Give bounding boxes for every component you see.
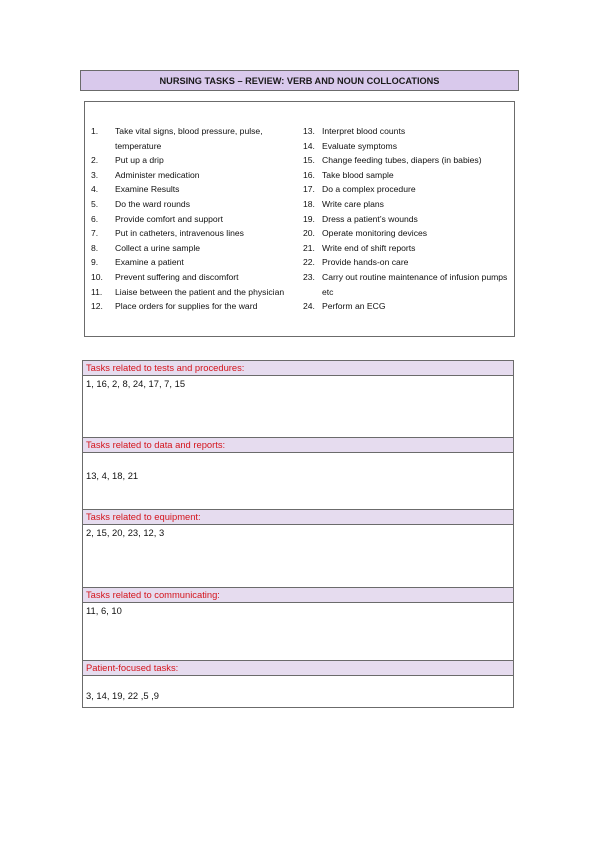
task-item [91,168,295,183]
task-item [303,168,509,183]
task-item [303,212,509,227]
category-section [83,361,513,438]
task-text: Operate monitoring devices [322,228,428,239]
task-text: Examine Results [115,184,180,195]
task-number: 7. [91,228,99,239]
category-answer: 11, 6, 10 [86,605,122,616]
task-text: Liaise between the patient and the physician [115,286,285,297]
task-text: Put in catheters, intravenous lines [115,228,244,239]
category-table [82,360,514,708]
task-text: Provide hands-on care [322,257,409,268]
task-number: 21. [303,242,315,253]
task-item [303,197,509,212]
category-answer: 3, 14, 19, 22 ,5 ,9 [86,690,159,701]
task-number: 16. [303,169,315,180]
task-text: Carry out routine maintenance of infusion pumps etc [322,271,508,297]
task-text: Write care plans [322,198,384,209]
task-number: 17. [303,184,315,195]
task-item [91,212,295,227]
task-text: Place orders for supplies for the ward [115,301,258,312]
task-number: 9. [91,257,99,268]
category-header: Tasks related to data and reports: [83,438,513,453]
category-section [83,661,513,707]
task-item [91,299,295,314]
category-answer-cell[interactable] [83,525,513,588]
task-text: Do a complex procedure [322,184,416,195]
task-text: Interpret blood counts [322,126,406,136]
task-text: Write end of shift reports [322,242,416,253]
task-text: Do the ward rounds [115,198,190,209]
task-item [91,197,295,212]
task-text: Perform an ECG [322,301,386,312]
category-answer: 1, 16, 2, 8, 24, 17, 7, 15 [86,378,186,389]
category-answer-cell[interactable] [83,376,513,438]
category-answer: 13, 4, 18, 21 [86,470,139,481]
task-item [91,124,295,153]
category-answer-cell[interactable] [83,676,513,707]
task-item [303,270,509,299]
task-number: 10. [91,271,103,282]
task-number: 6. [91,213,99,224]
task-number: 12. [91,301,103,312]
category-section [83,438,513,510]
category-header: Tasks related to tests and procedures: [83,361,513,376]
task-number: 3. [91,169,99,180]
task-number: 20. [303,228,315,239]
task-text: Dress a patient’s wounds [322,213,418,224]
task-item [303,124,509,139]
task-item [91,255,295,270]
task-number: 18. [303,198,315,209]
task-text: Take blood sample [322,169,394,180]
task-number: 22. [303,257,315,268]
task-number: 4. [91,184,99,195]
task-text: Collect a urine sample [115,242,201,253]
task-number: 24. [303,301,315,312]
task-number: 5. [91,198,99,209]
task-item [303,153,509,168]
task-item [91,285,295,300]
task-item [91,226,295,241]
task-text: Administer medication [115,169,200,180]
task-number: 8. [91,242,99,253]
category-answer-cell[interactable] [83,453,513,510]
task-item [91,241,295,256]
task-number: 2. [91,155,99,166]
task-text: Change feeding tubes, diapers (in babies) [322,155,482,166]
task-item [91,270,295,285]
task-item [91,182,295,197]
task-list-box [84,101,515,337]
task-list-right [303,124,509,314]
task-text: Prevent suffering and discomfort [115,271,239,282]
task-number: 15. [303,155,315,166]
category-answer-cell[interactable] [83,603,513,661]
task-text: Put up a drip [115,155,164,166]
task-item [303,182,509,197]
task-text: Provide comfort and support [115,213,223,224]
task-text: Examine a patient [115,257,184,268]
task-text: Evaluate symptoms [322,140,397,151]
category-header: Tasks related to equipment: [83,510,513,525]
category-section [83,588,513,661]
task-item [303,255,509,270]
task-number: 13. [303,126,315,136]
category-answer: 2, 15, 20, 23, 12, 3 [86,527,165,538]
task-item [303,226,509,241]
task-list-left [91,124,295,314]
task-item [303,139,509,154]
task-number: 1. [91,126,99,136]
task-number: 23. [303,271,315,282]
task-item [303,241,509,256]
category-header: Tasks related to communicating: [83,588,513,603]
page-title: NURSING TASKS – REVIEW: VERB AND NOUN COLLOCATIONS [80,70,519,91]
task-item [91,153,295,168]
category-header: Patient-focused tasks: [83,661,513,676]
category-section [83,510,513,588]
task-text: Take vital signs, blood pressure, pulse, temperature [115,126,263,151]
task-item [303,299,509,314]
task-number: 14. [303,140,315,151]
task-number: 19. [303,213,315,224]
task-number: 11. [91,286,103,297]
